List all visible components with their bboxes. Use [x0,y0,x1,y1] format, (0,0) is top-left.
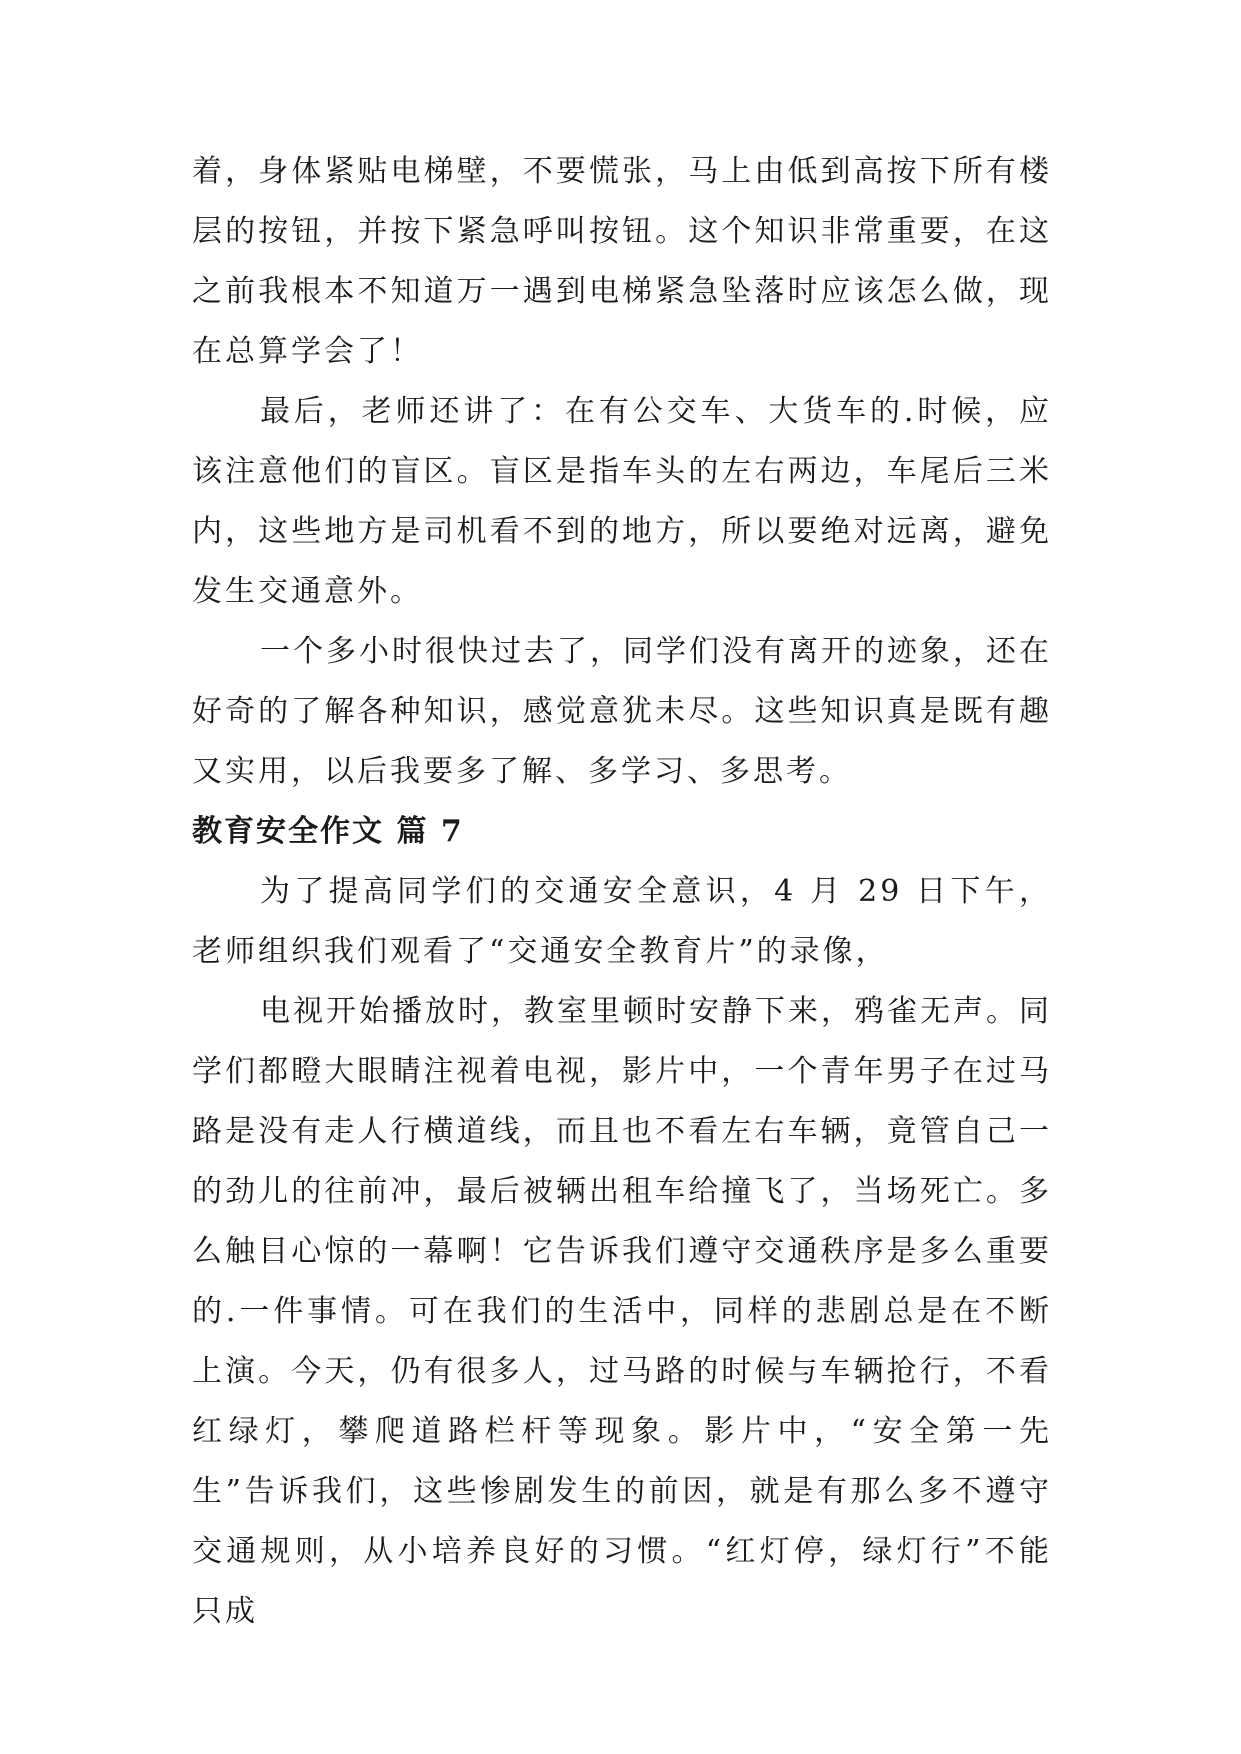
paragraph-conclusion: 一个多小时很快过去了，同学们没有离开的迹象，还在好奇的了解各种知识，感觉意犹未尽。这些知识真是既有趣又实用，以后我要多了解、多学习、多思考。 [192,634,1052,789]
section-heading: 教育安全作文 篇 7 [192,814,464,849]
paragraph-intro: 为了提高同学们的交通安全意识，4 月 29 日下午，老师组织我们观看了“交通安全教育片”的录像， [192,874,1052,969]
paragraph-blind-spots: 最后，老师还讲了：在有公交车、大货车的.时候，应该注意他们的盲区。盲区是指车头的左右两边，车尾后三米内，这些地方是司机看不到的地方，所以要绝对远离，避免发生交通意外。 [192,394,1052,609]
paragraph-elevator-tips: 着，身体紧贴电梯壁，不要慌张，马上由低到高按下所有楼层的按钮，并按下紧急呼叫按钮。这个知识非常重要，在这之前我根本不知道万一遇到电梯紧急坠落时应该怎么做，现在总算学会了！ [192,154,1052,369]
paragraph-video-description: 电视开始播放时，教室里顿时安静下来，鸦雀无声。同学们都瞪大眼睛注视着电视，影片中，一个青年男子在过马路是没有走人行横道线，而且也不看左右车辆，竟管自己一的劲儿的往前冲，最后被辆出租车给撞飞了，当场死亡。多么触目心惊的一幕啊！它告诉我们遵守交通秩序是多么重要的.一件事情。可在我们的生活中，同样的悲剧总是在不断上演。今天，仍有很多人，过马路的时候与车辆抢行，不看红绿灯，攀爬道路栏杆等现象。影片中，“安全第一先生”告诉我们，这些惨剧发生的前因，就是有那么多不遵守交通规则，从小培养良好的习惯。“红灯停，绿灯行”不能只成 [192,994,1052,1629]
document-page [192,142,1052,1642]
